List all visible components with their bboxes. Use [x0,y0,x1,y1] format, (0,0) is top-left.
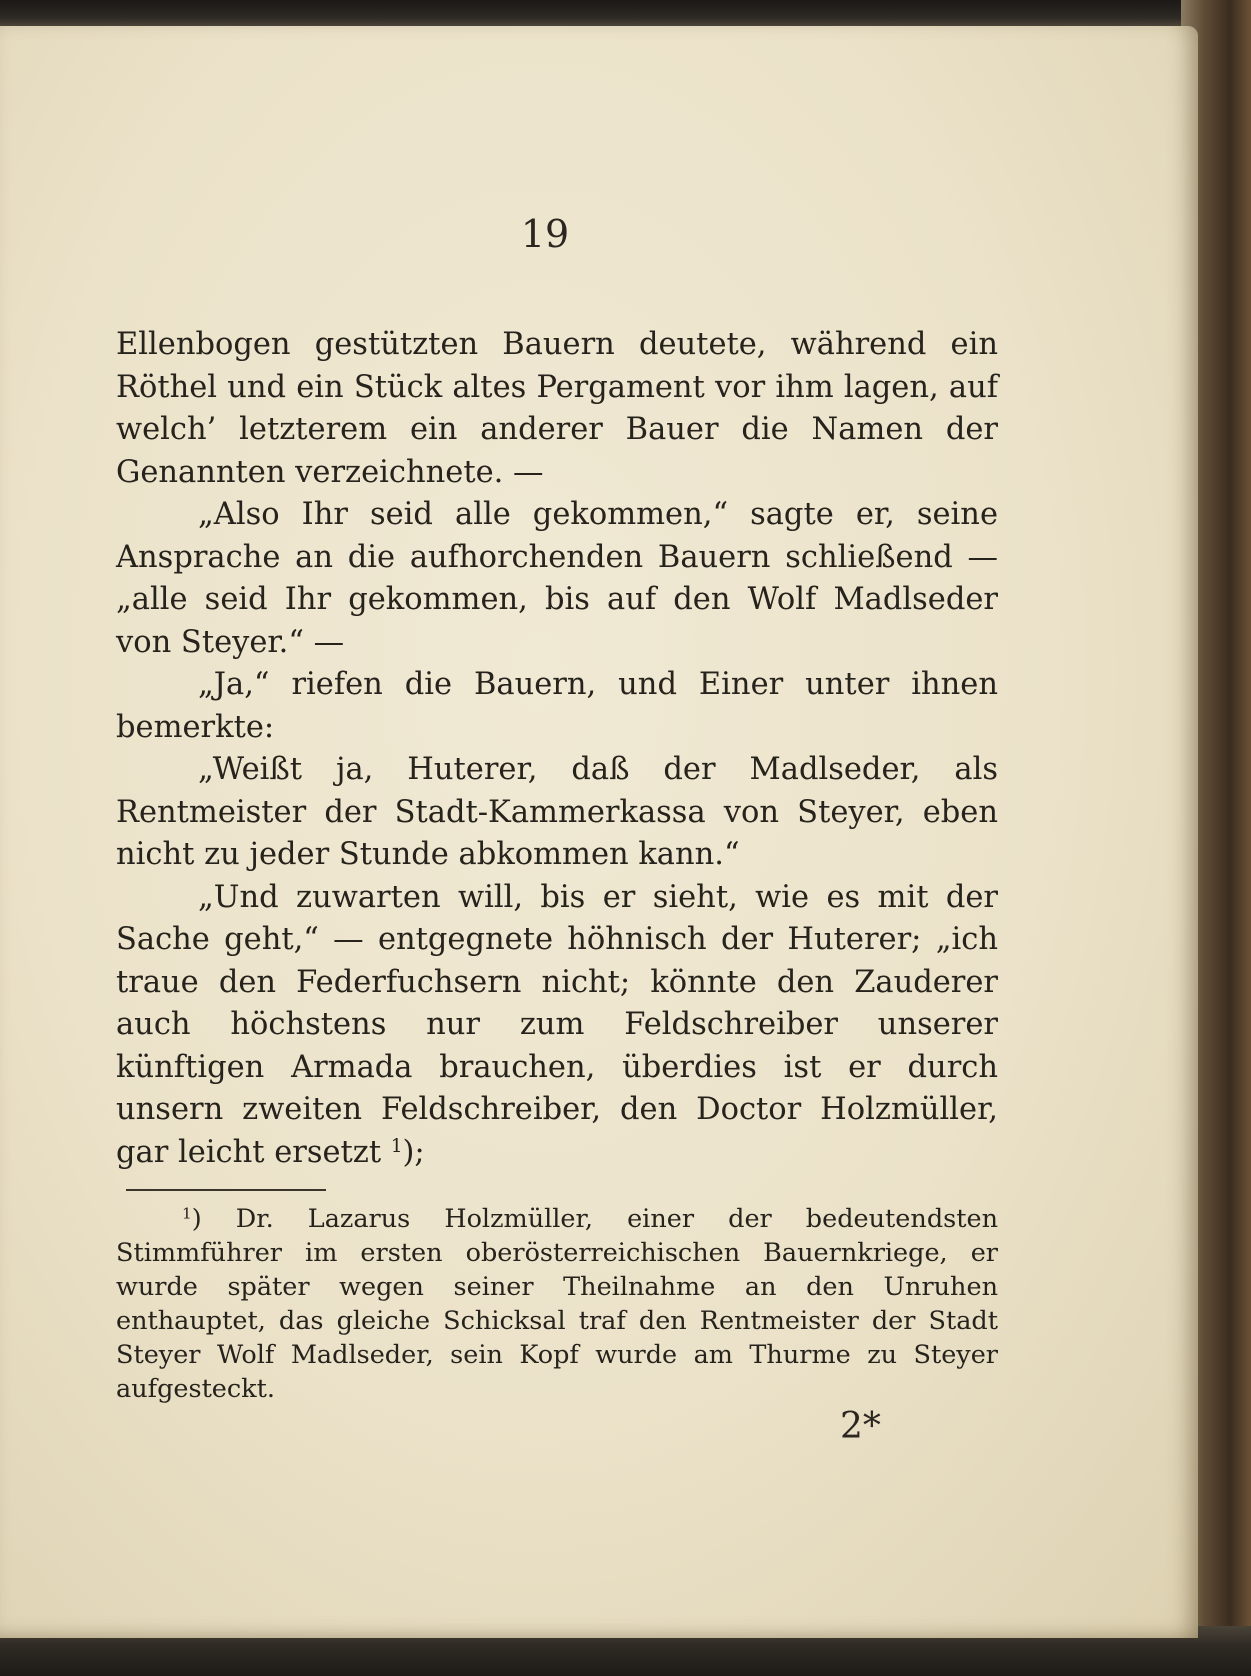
main-text [116,324,998,1174]
paragraph-ja: „Ja,“ riefen die Bauern, und Einer unter ihnen bemerkte: [116,667,998,745]
paragraph-continuation: Ellenbogen gestützten Bauern deutete, während ein Röthel und ein Stück altes Pergament vor ihm lagen, auf welch’ letzterem ein anderer Bauer die Namen der Genannten verzeichnete. — [116,327,998,490]
page-number: 19 [520,212,570,256]
printer-signature-mark: 2* [840,1406,881,1447]
footnote-marker: 1 [182,1204,192,1223]
paragraph-und-zuwarten-tail: ); [402,1134,425,1170]
paper-page [0,26,1198,1638]
footnote-text: ) Dr. Lazarus Holzmüller, einer der bedeutendsten Stimmführer im ersten oberösterreichischen Bauernkriege, er wurde später wegen seiner Theilnahme an den Unruhen enthauptet, das gleiche Schicksal traf den Rentmeister der Stadt Steyer Wolf Madlseder, sein Kopf wurde am Thurme zu Steyer aufgesteckt. [116,1204,998,1404]
paragraph-und-zuwarten [116,877,998,1175]
footnote-divider [126,1189,326,1191]
paragraph-und-zuwarten-text: „Und zuwarten will, bis er sieht, wie es mit der Sache geht,“ — entgegnete höhnisch der Huterer; „ich traue den Federfuchsern nicht; könnte den Zauderer auch höchstens nur zum Feldschreiber unserer künftigen Armada brauchen, überdies ist er durch unsern zweiten Feldschreiber, den Doctor Holzmüller, gar leicht ersetzt [116,879,998,1170]
paragraph-also-ihr: „Also Ihr seid alle gekommen,“ sagte er, seine Ansprache an die aufhorchenden Bauern schließend — „alle seid Ihr gekommen, bis auf den Wolf Madlseder von Steyer.“ — [116,497,998,660]
paragraph-weisst-ja: „Weißt ja, Huterer, daß der Madlseder, als Rentmeister der Stadt-Kammerkassa von Steyer, eben nicht zu jeder Stunde abkommen kann.“ [116,752,998,872]
footnote [116,1202,998,1406]
footnote-reference: 1 [390,1135,403,1157]
